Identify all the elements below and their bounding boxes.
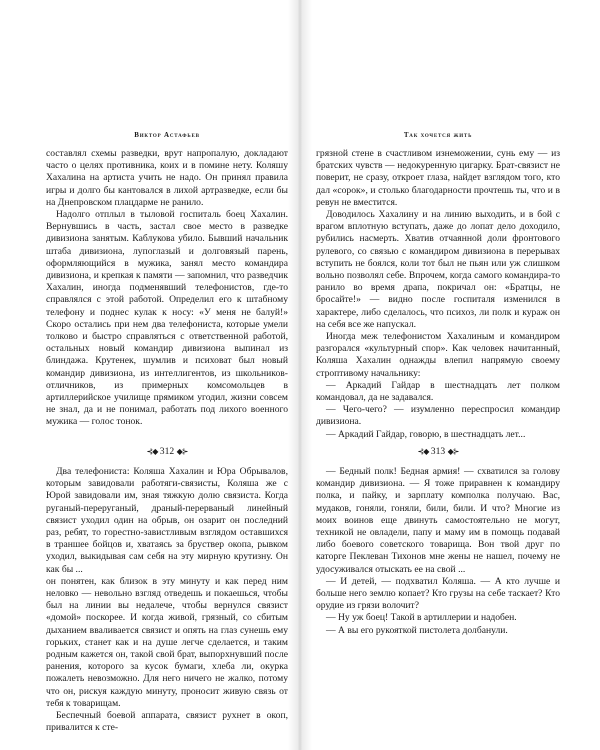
paragraph: Надолго отплыл в тыловой госпиталь боец Хахалин. Вернувшись в часть, застал свое место в разведке дивизиона занятым. Каблукова убило. Бывший начальник штаба дивизиона, лупоглазый и долговязый парень, оформляющийся в мужика, занял место командира дивизиона, и крепкая к памяти — запомнил, что разведчик Хахалин, иногда подменявший телефонистов, где-то справлялся с этой работой. Определил его к штабному телефону и поднес кулак к носу: «У меня не балуй!» Скоро остались при нем два телефониста, которые умели толково и быстро справляться с ответственной работой, остальных новый командир дивизиона выпинал из блиндажа. Крутенек, шумлив и психоват был новый командир дивизиона, из интеллигентов, из школьников-отличников, из примерных комсомольцев в артиллерийское училище прямиком угодил, жизни совсем не знал, да и не понимал, работать под лихого военного мужика — голос тонок. xyxy=(46,209,288,428)
paragraph: — Аркадий Гайдар в шестнадцать лет полком командовал, да не задавался. xyxy=(316,379,560,404)
right-page-text xyxy=(316,148,560,441)
paragraph: — Бедный полк! Бедная армия! — схватился за голову командир дивизиона. — Я тоже приравнен к командиру полка, и пайку, и зарплату комполка получаю. Вас, мудаков, гоняли, гоняли, били, били. И что? Многие из моих воинов еще двинуть самостоятельно не могут, техникой не овладели, папу и маму им в помощь подавай либо боевого советского товарища. Вон твой друг по каторге Пеклеван Тихонов мне жены не нашел, почему не удосуживался отыскать ее на свой ... xyxy=(316,466,560,575)
left-page-text xyxy=(46,148,288,429)
paragraph: составлял схемы разведки, врут напропалую, докладают часто о целях противника, коих и в помине нету. Коляшу Хахалина на артиста учить не надо. Он принял правила игры и долго бы кантовался в лихой артразведке, если бы на Днепровском плацдарме не ранило. xyxy=(46,148,288,208)
page-number: 312 xyxy=(159,446,175,457)
left-page-bottom-text xyxy=(46,466,288,734)
paragraph: — Аркадий Гайдар, говорю, в шестнадцать лет... xyxy=(326,428,526,440)
right-page-bottom-text xyxy=(316,466,560,637)
paragraph: — Ну уж боец! Такой в артиллерии и надобен. xyxy=(326,612,517,624)
paragraph: — Чего-чего? — изумленно переспросил командир дивизиона. xyxy=(316,404,560,428)
ornament-right-icon: ◆⊱ xyxy=(447,447,459,456)
paragraph: он понятен, как близок в эту минуту и как перед ним неловко — невольно взгляд отведешь и покаешься, чтобы был на линии вы недалече, чтобы вернулся связист «домой» поскорее. И когда живой, грязный, со сбитым дыханием вваливается связист и опять на глаз сунешь ему горьких, станет как и на душе легче сделается, и таким родным кажется он, такой свой брат, выпорхнувший после ранения, которого за кусок бумаги, хлеба ли, окурка пожалеть невозможно. Для него ничего не жалко, потому что он, рискуя каждую минуту, проносит живую связь от тебя к товарищам. xyxy=(46,575,288,709)
left-running-head: Виктор Астафьев xyxy=(134,131,200,139)
paragraph: грязной стене в счастливом изнеможении, сунь ему — из братских чувств — недокуренную цигарку. Брат-связист не поверит, не сразу, откроет глаза, найдет взглядом того, кто дал «сорок», и столько благодарности прочтешь ты, что и в ревун не вместится. xyxy=(316,148,560,208)
paragraph: Беспечный боевой аппарата, связист рухнет в окоп, привалится к сте- xyxy=(46,710,288,734)
ornament-left-icon: ⊰◆ xyxy=(417,447,429,456)
left-page xyxy=(46,131,288,734)
paragraph: — А вы его рукояткой пистолета долбанули. xyxy=(326,624,508,636)
right-page xyxy=(316,131,560,636)
right-running-head: Так хочется жить xyxy=(403,131,473,139)
ornament-left-icon: ⊰◆ xyxy=(146,447,158,456)
right-page-number xyxy=(316,446,560,457)
left-page-number xyxy=(46,446,288,457)
paragraph: Два телефониста: Коляша Хахалин и Юра Обрывалов, которым завидовали работяги-связисты, Коляша же с Юрой завидовали им, зная тяжкую долю связиста. Когда руганый-переруганый, драный-перерваный линейный связист уходил один на обрыв, он озарит он последний раз, ребят, то горестно-завистливым взглядом оставшихся в траншее бойцов и, хватаясь за бруствер окопа, рывком уходил, выкидывая сам себя на эту мирную крутизну. Он как бы ... xyxy=(46,466,288,575)
paragraph: Доводилось Хахалину и на линию выходить, и в бой с врагом вплотную вступать, даже до лопат дело доходило, рубились насмерть. Хватив отчаянной доли фронтового рулевого, со связью с командиром дивизиона в перерывах вступить не боялся, коли тот был не пьян или уж слишком вольно позволял себе. Впрочем, когда самого командира-то ранило во время драпа, покричал он: «Братцы, не бросайте!» — видно после госпиталя изменился в характере, либо сделалось, что психоз, ли полк и кураж он на себя все же напускал. xyxy=(316,209,560,330)
paragraph: Иногда меж телефонистом Хахалиным и командиром разгорался «культурный спор». Как человек начитанный, Коляша Хахалин однажды влепил напрямую своему строптивому начальнику: xyxy=(316,331,560,379)
page-number: 313 xyxy=(430,446,446,457)
paragraph: — И детей, — подхватил Коляша. — А кто лучше и больше него землю копает? Кто грузы на себе таскает? Кто орудие из грязи волочит? xyxy=(316,575,560,612)
ornament-right-icon: ◆⊱ xyxy=(176,447,188,456)
